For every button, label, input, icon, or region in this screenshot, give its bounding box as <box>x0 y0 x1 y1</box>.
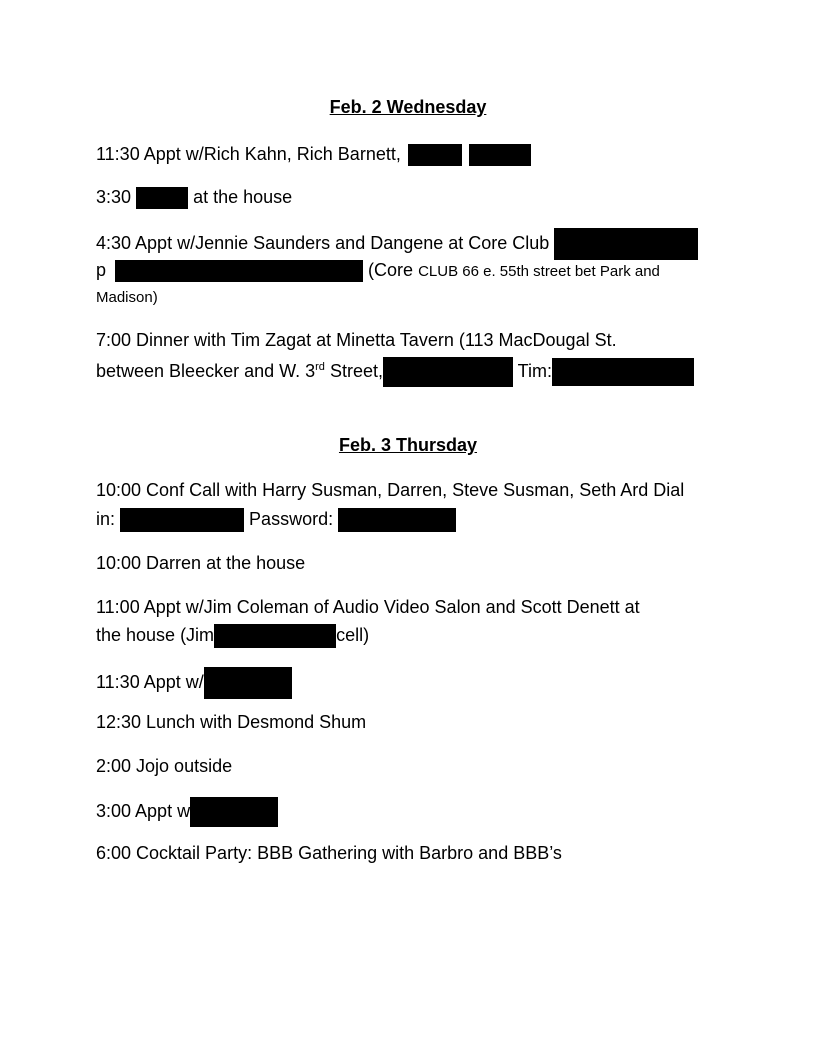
entry-text: 11:30 Appt w/ <box>96 671 204 692</box>
entry-text: 3:00 Appt w <box>96 800 191 821</box>
entry-text: 4:30 Appt w/Jennie Saunders and Dangene at Core Club <box>96 232 550 253</box>
entry-text: Street, <box>329 360 383 381</box>
entry-1230-lunch: 12:30 Lunch with Desmond Shum <box>96 712 367 732</box>
entry-700-dinner-cont <box>96 357 694 387</box>
entry-1000-conf-call-cont <box>96 507 456 532</box>
redaction-block <box>136 187 188 209</box>
entry-1000-darren: 10:00 Darren at the house <box>96 553 306 573</box>
redaction-block <box>190 797 278 827</box>
redaction-block <box>383 357 513 387</box>
redaction-block <box>214 624 336 648</box>
redaction-block <box>120 508 244 532</box>
entry-1130-appt <box>96 142 531 166</box>
day-heading-feb-3: Feb. 3 Thursday <box>338 435 478 455</box>
redaction-block <box>554 228 698 260</box>
entry-430-core-club-end: Madison) <box>96 289 158 306</box>
entry-text: the house (Jim <box>96 625 215 645</box>
entry-1100-appt-cont <box>96 623 369 648</box>
entry-1000-conf-call: 10:00 Conf Call with Harry Susman, Darren, Steve Susman, Seth Ard Dial <box>96 480 685 500</box>
entry-text: Password: <box>249 509 334 529</box>
entry-200-jojo: 2:00 Jojo outside <box>96 756 233 776</box>
entry-text: (Core <box>368 260 414 280</box>
entry-600-cocktail: 6:00 Cocktail Party: BBB Gathering with Barbro and BBB’s <box>96 843 562 863</box>
entry-300-appt <box>96 797 278 827</box>
day-heading-feb-2: Feb. 2 Wednesday <box>329 97 487 117</box>
entry-text: Tim: <box>517 360 552 381</box>
entry-text: 3:30 <box>96 187 132 207</box>
redaction-block <box>552 358 694 386</box>
redaction-block <box>469 144 531 166</box>
redaction-block <box>115 260 363 282</box>
entry-text: cell) <box>336 625 370 645</box>
entry-1100-appt: 11:00 Appt w/Jim Coleman of Audio Video Salon and Scott Denett at <box>96 597 640 617</box>
entry-430-core-club <box>96 228 698 260</box>
redaction-block <box>338 508 456 532</box>
redaction-block <box>408 144 462 166</box>
entry-text: 11:30 Appt w/Rich Kahn, Rich Barnett, <box>96 144 401 164</box>
redaction-block <box>204 667 292 699</box>
entry-text: CLUB 66 e. 55th street bet Park and <box>418 263 660 280</box>
entry-330-house <box>96 185 292 209</box>
entry-text: p <box>96 260 107 280</box>
entry-text: at the house <box>193 187 293 207</box>
entry-430-core-club-cont <box>96 258 660 284</box>
entry-text: between Bleecker and W. 3 <box>96 360 316 381</box>
entry-text: in: <box>96 509 116 529</box>
superscript: rd <box>315 360 325 373</box>
entry-700-dinner: 7:00 Dinner with Tim Zagat at Minetta Tavern (113 MacDougal St. <box>96 330 617 350</box>
entry-1130-appt-redacted <box>96 667 292 699</box>
